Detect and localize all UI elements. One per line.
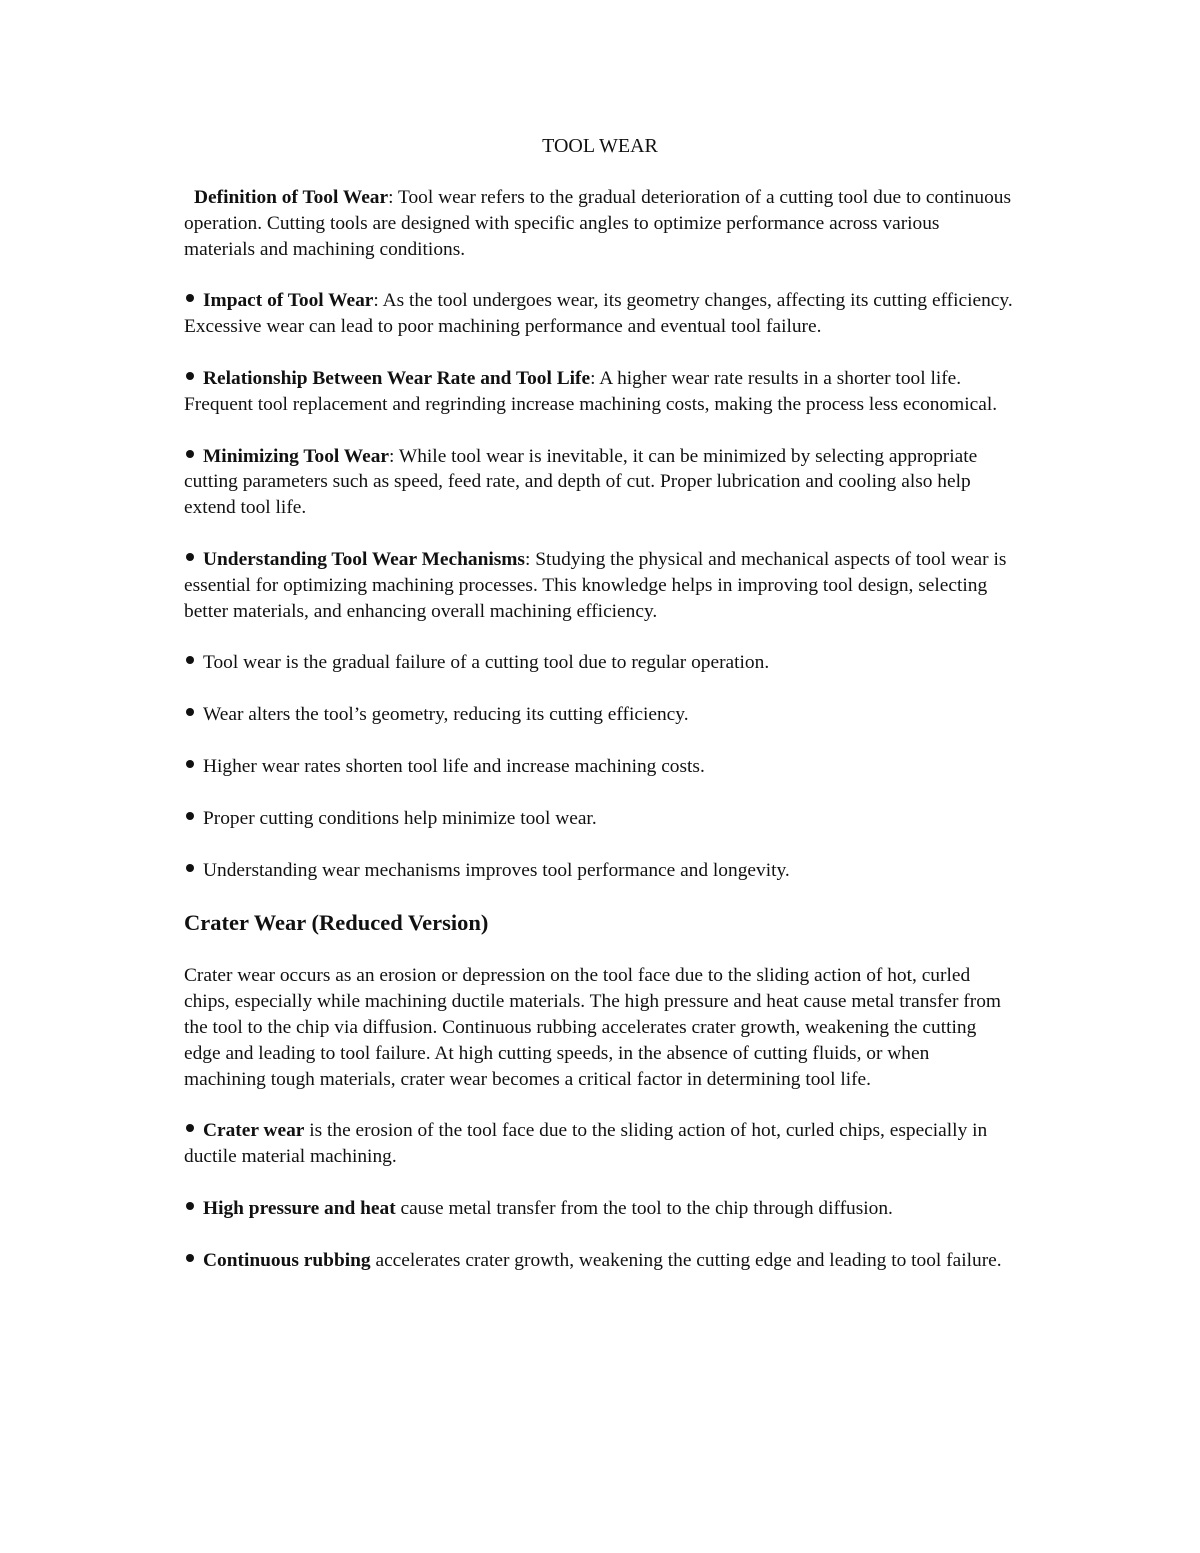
crater-bullet-term: Continuous rubbing bbox=[203, 1249, 371, 1271]
summary-bullet-text: Proper cutting conditions help minimize tool wear. bbox=[203, 807, 597, 829]
crater-bullet-text: accelerates crater growth, weakening the cutting edge and leading to tool failure. bbox=[370, 1249, 1002, 1271]
crater-bullet-term: High pressure and heat bbox=[203, 1197, 396, 1219]
detail-bullet-sep: : bbox=[373, 290, 379, 312]
detail-bullet-sep: : bbox=[524, 548, 531, 570]
summary-bullet-text: Higher wear rates shorten tool life and increase machining costs. bbox=[203, 755, 705, 777]
summary-bullet bbox=[184, 650, 1014, 676]
detail-bullet-text: While tool wear is inevitable, it can be minimized by selecting appropriate cutting parameters such as speed, feed rate, and depth of cut. Proper lubrication and cooling also help extend tool life. bbox=[184, 445, 978, 519]
bullet-icon bbox=[186, 864, 194, 872]
bullet-icon bbox=[186, 760, 194, 768]
detail-bullet-text: As the tool undergoes wear, its geometry changes, affecting its cutting efficiency. Excessive wear can lead to poor machining performance and eventual tool failure. bbox=[184, 290, 1013, 338]
crater-heading: Crater Wear (Reduced Version) bbox=[184, 910, 489, 936]
summary-bullet bbox=[184, 806, 1014, 832]
bullet-icon bbox=[186, 1202, 194, 1210]
detail-bullet-term: Minimizing Tool Wear bbox=[203, 445, 390, 467]
summary-bullet bbox=[184, 858, 1014, 884]
detail-bullet bbox=[184, 547, 1014, 624]
definition-text: Tool wear refers to the gradual deterioration of a cutting tool due to continuous operation. Cutting tools are designed with specific angles to optimize performance across various materials and machining conditions. bbox=[184, 187, 1012, 260]
detail-bullet bbox=[184, 288, 1014, 340]
detail-bullet-term: Understanding Tool Wear Mechanisms bbox=[203, 548, 525, 570]
crater-bullet-text: cause metal transfer from the tool to the chip through diffusion. bbox=[395, 1197, 893, 1219]
bullet-icon bbox=[186, 450, 194, 458]
crater-paragraph: Crater wear occurs as an erosion or depression on the tool face due to the sliding action of hot, curled chips, especially while machining ductile materials. The high pressure and heat cause metal transfer from the tool to the chip via diffusion. Continuous rubbing accelerates crater growth, weakening the cutting edge and leading to tool failure. At high cutting speeds, in the absence of cutting fluids, or when machining tough materials, crater wear becomes a critical factor in determining tool life. bbox=[184, 965, 1001, 1090]
definition-sep: : bbox=[388, 187, 394, 208]
crater-bullet bbox=[184, 1196, 1014, 1222]
summary-bullet-text: Tool wear is the gradual failure of a cutting tool due to regular operation. bbox=[203, 652, 770, 674]
bullet-icon bbox=[186, 372, 194, 380]
detail-bullet-term: Impact of Tool Wear bbox=[203, 290, 374, 312]
detail-bullet-text: A higher wear rate results in a shorter tool life. Frequent tool replacement and regrinding increase machining costs, making the process less economical. bbox=[184, 367, 998, 415]
bullet-icon bbox=[186, 294, 194, 302]
crater-bullet bbox=[184, 1118, 1014, 1170]
bullet-icon bbox=[186, 1124, 194, 1132]
page-title: TOOL WEAR bbox=[542, 135, 658, 157]
summary-bullet bbox=[184, 702, 1014, 728]
definition-paragraph bbox=[184, 185, 1014, 262]
detail-bullet bbox=[184, 366, 1014, 418]
crater-bullet-term: Crater wear bbox=[203, 1120, 305, 1142]
summary-bullet bbox=[184, 754, 1014, 780]
bullet-icon bbox=[186, 553, 194, 561]
summary-bullet-text: Wear alters the tool’s geometry, reducing its cutting efficiency. bbox=[203, 704, 689, 726]
title-wrap bbox=[0, 133, 1200, 182]
detail-bullet bbox=[184, 444, 1014, 521]
detail-bullet-sep: : bbox=[590, 367, 596, 389]
crater-bullet bbox=[184, 1248, 1014, 1274]
crater-bullet-text: is the erosion of the tool face due to the sliding action of hot, curled chips, especially in ductile material machining. bbox=[184, 1120, 988, 1168]
definition-term: Definition of Tool Wear bbox=[194, 187, 389, 208]
bullet-icon bbox=[186, 1254, 194, 1262]
summary-bullet-text: Understanding wear mechanisms improves tool performance and longevity. bbox=[203, 859, 790, 881]
detail-bullet-sep: : bbox=[389, 445, 395, 467]
detail-bullet-term: Relationship Between Wear Rate and Tool Life bbox=[203, 367, 591, 389]
bullet-icon bbox=[186, 656, 194, 664]
bullet-icon bbox=[186, 708, 194, 716]
document-body bbox=[184, 185, 1014, 1300]
detail-bullet-text: Studying the physical and mechanical aspects of tool wear is essential for optimizing machining processes. This knowledge helps in improving tool design, selecting better materials, and enhancing overall machining efficiency. bbox=[184, 548, 1007, 622]
bullet-icon bbox=[186, 812, 194, 820]
